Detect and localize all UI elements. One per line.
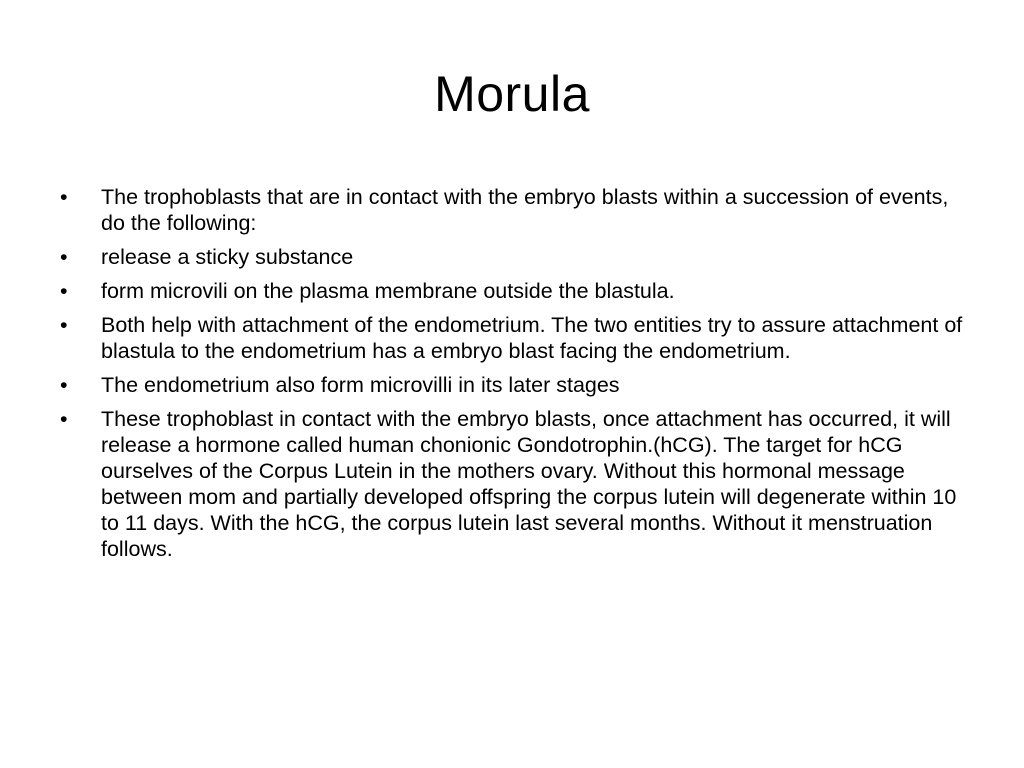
bullet-text: release a sticky substance	[101, 245, 354, 269]
bullet-text: The endometrium also form microvilli in its later stages	[101, 373, 620, 397]
bullet-item	[60, 406, 972, 562]
bullet-item	[60, 244, 972, 270]
bullet-dot-icon: •	[60, 407, 68, 431]
bullet-text: The trophoblasts that are in contact with the embryo blasts within a succession of events, do the following:	[101, 185, 949, 235]
bullet-item	[60, 278, 972, 304]
bullet-dot-icon: •	[60, 279, 68, 303]
bullet-dot-icon: •	[60, 245, 68, 269]
bullet-text: form microvili on the plasma membrane outside the blastula.	[101, 279, 675, 303]
bullet-dot-icon: •	[60, 185, 68, 209]
bullet-text: Both help with attachment of the endometrium. The two entities try to assure attachment of blastula to the endometrium has a embryo blast facing the endometrium.	[101, 313, 963, 363]
bullet-item	[60, 372, 972, 398]
bullet-dot-icon: •	[60, 313, 68, 337]
bullet-list	[60, 184, 972, 570]
slide-title: Morula	[434, 66, 590, 122]
bullet-dot-icon: •	[60, 373, 68, 397]
bullet-text: These trophoblast in contact with the embryo blasts, once attachment has occurred, it will release a hormone called human chonionic Gondotrophin.(hCG). The target for hCG ourselves of the Corpus Lutein in the mothers ovary. Without this hormonal message between mom and partially developed offspring the corpus lutein will degenerate within 10 to 11 days. With the hCG, the corpus lutein last several months. Without it menstruation follows.	[101, 407, 957, 561]
bullet-item	[60, 184, 972, 236]
bullet-item	[60, 312, 972, 364]
